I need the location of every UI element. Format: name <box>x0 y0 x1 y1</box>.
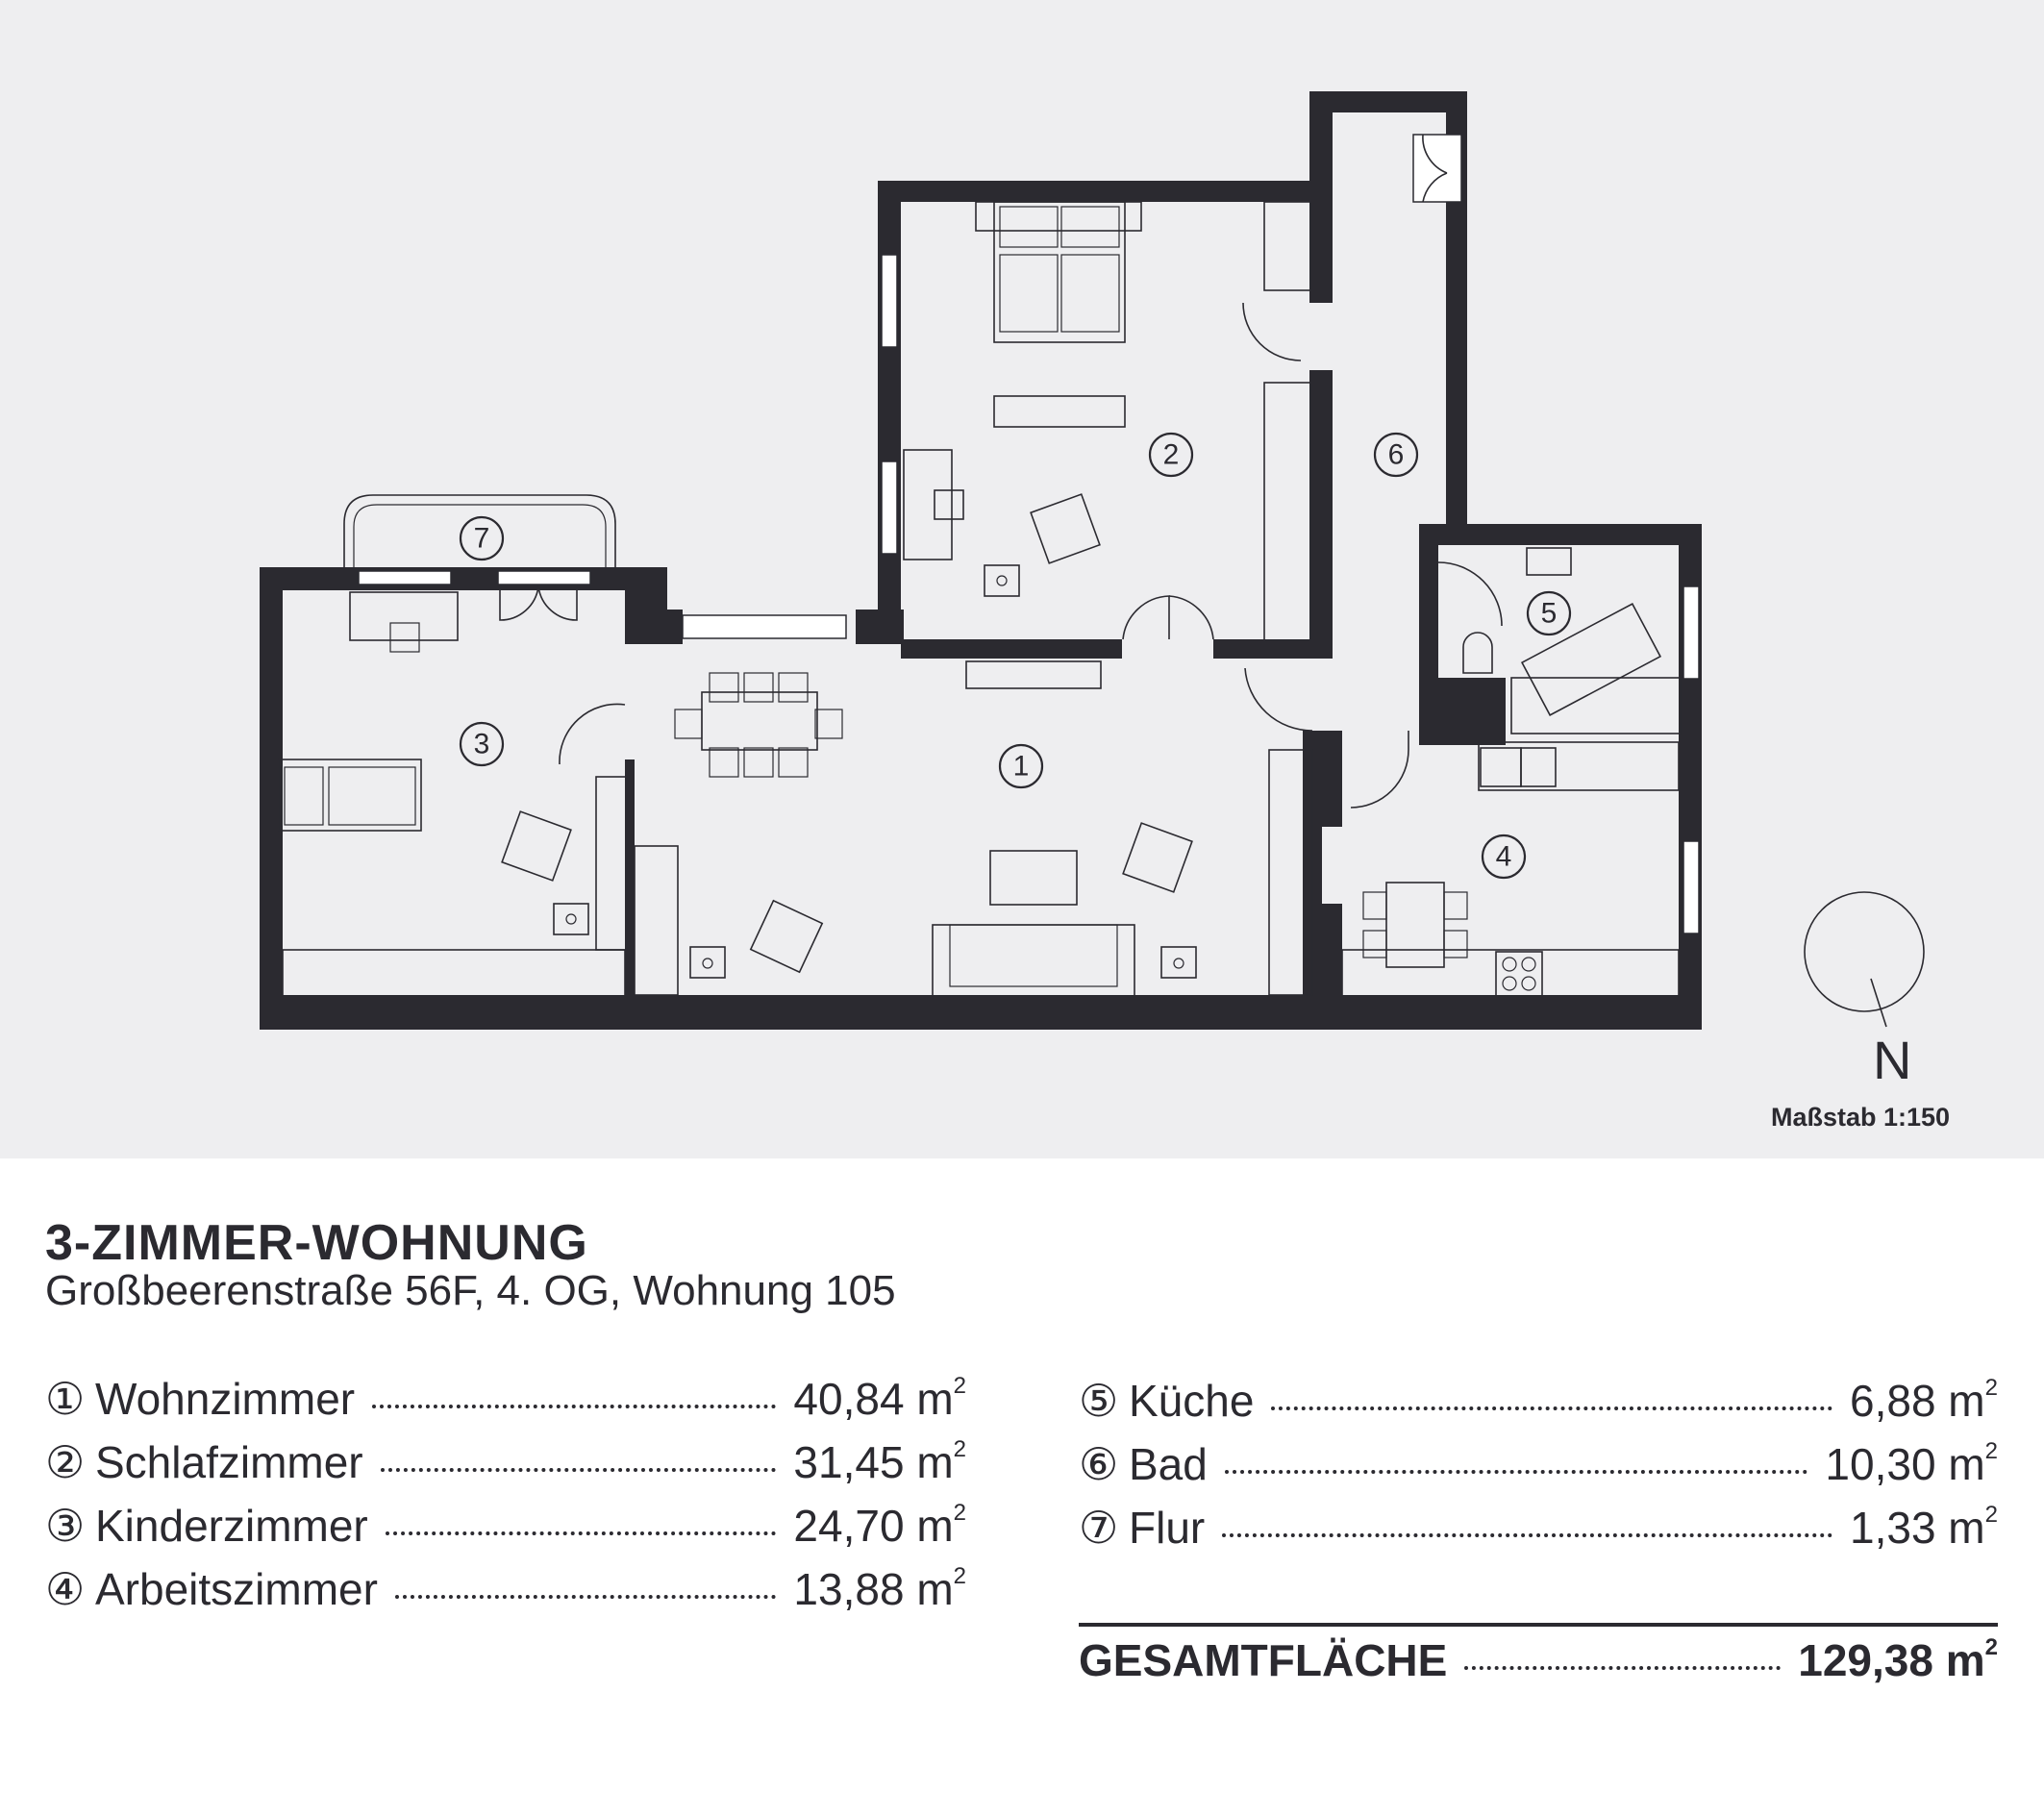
room-marker-7 <box>461 517 503 560</box>
svg-text:1: 1 <box>1012 750 1030 783</box>
area-row <box>1079 1375 1998 1432</box>
north-arrow-icon <box>1805 892 1924 1090</box>
dot-leader <box>381 1468 777 1472</box>
svg-text:6: 6 <box>1387 438 1405 471</box>
room-number: ③ <box>45 1501 86 1551</box>
room-name: Arbeitszimmer <box>95 1564 378 1614</box>
dot-leader <box>372 1405 776 1408</box>
svg-text:4: 4 <box>1495 840 1512 873</box>
room-marker-3 <box>461 723 503 765</box>
total-label: GESAMTFLÄCHE <box>1079 1635 1448 1685</box>
walls <box>260 91 1702 1030</box>
svg-text:N: N <box>1873 1030 1912 1090</box>
total-divider <box>1079 1623 1998 1627</box>
area-row <box>1079 1502 1998 1559</box>
room-name: Küche <box>1129 1376 1255 1426</box>
total-row <box>1079 1634 1998 1692</box>
furniture <box>279 135 1681 996</box>
room-name: Schlafzimmer <box>95 1437 363 1487</box>
room-marker-6 <box>1375 434 1417 476</box>
room-area: 10,30 $m^2$ <box>1825 1438 1998 1489</box>
address-subtitle: Großbeerenstraße 56F, 4. OG, Wohnung 105 <box>45 1267 896 1314</box>
room-name: Flur <box>1129 1503 1206 1553</box>
dot-leader <box>1222 1533 1832 1537</box>
room-number: ⑦ <box>1079 1503 1119 1553</box>
room-name: Bad <box>1129 1439 1208 1489</box>
area-row <box>45 1500 966 1557</box>
area-row <box>45 1373 966 1431</box>
dot-leader <box>1464 1666 1781 1670</box>
scale-label: Maßstab 1:150 <box>1771 1103 1951 1132</box>
svg-text:2: 2 <box>1162 438 1180 471</box>
svg-text:5: 5 <box>1540 597 1558 630</box>
area-row <box>45 1563 966 1621</box>
room-marker-5 <box>1528 592 1570 635</box>
room-area: 6,88 $m^2$ <box>1850 1375 1998 1426</box>
room-name: Wohnzimmer <box>95 1374 356 1424</box>
room-number: ⑤ <box>1079 1376 1119 1426</box>
room-marker-2 <box>1150 434 1192 476</box>
room-number: ④ <box>45 1564 86 1614</box>
room-area: 24,70 $m^2$ <box>793 1500 966 1551</box>
room-number: ① <box>45 1374 86 1424</box>
room-name: Kinderzimmer <box>95 1501 368 1551</box>
room-area: 31,45 $m^2$ <box>793 1436 966 1487</box>
area-row <box>1079 1438 1998 1496</box>
dot-leader <box>395 1595 776 1599</box>
area-row <box>45 1436 966 1494</box>
room-marker-4 <box>1483 835 1525 878</box>
room-area: 1,33 $m^2$ <box>1850 1502 1998 1553</box>
svg-text:3: 3 <box>473 728 490 760</box>
dot-leader <box>386 1531 777 1535</box>
total-area: 129,38 $m^2$ <box>1798 1634 1998 1685</box>
dot-leader <box>1271 1406 1832 1410</box>
svg-text:7: 7 <box>473 522 490 555</box>
room-number: ② <box>45 1437 86 1487</box>
dot-leader <box>1225 1470 1808 1474</box>
room-number: ⑥ <box>1079 1439 1119 1489</box>
room-marker-1 <box>1000 745 1042 787</box>
room-area: 40,84 $m^2$ <box>793 1373 966 1424</box>
page-title: 3-ZIMMER-WOHNUNG <box>45 1215 588 1271</box>
room-area: 13,88 $m^2$ <box>793 1563 966 1614</box>
